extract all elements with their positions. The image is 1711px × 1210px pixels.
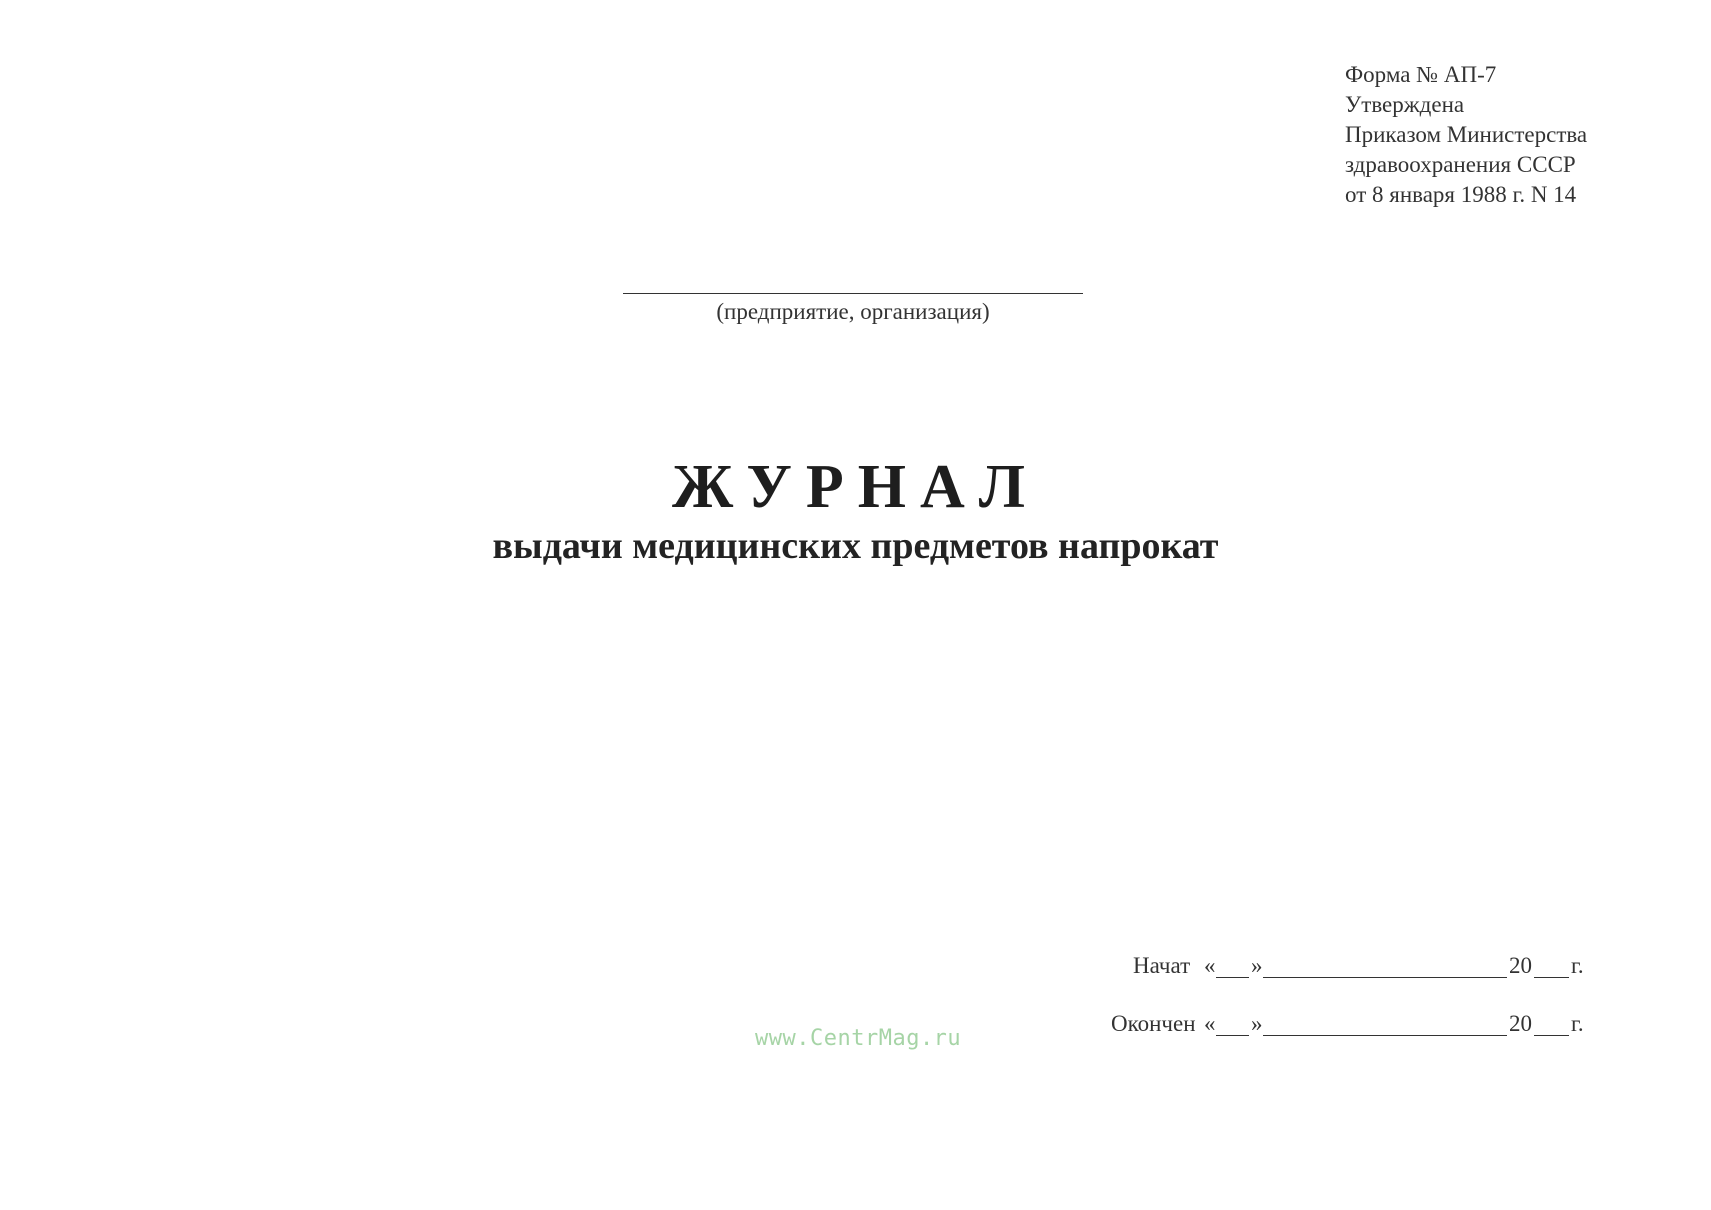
ended-month-blank <box>1263 1035 1507 1036</box>
approval-block <box>1345 60 1587 210</box>
started-month-blank <box>1263 977 1507 978</box>
started-year-suffix: г. <box>1571 953 1584 978</box>
ended-label: Окончен <box>1111 1011 1196 1036</box>
started-open-quote: « <box>1204 953 1216 978</box>
organization-blank-line <box>623 293 1083 294</box>
started-year-blank <box>1534 977 1569 978</box>
ended-date-row <box>1000 1011 1590 1041</box>
organization-caption: (предприятие, организация) <box>716 299 990 324</box>
started-year-prefix: 20 <box>1509 953 1532 978</box>
approval-date: от 8 января 1988 г. N 14 <box>1345 182 1577 207</box>
started-date-row <box>1000 953 1590 983</box>
ended-day-blank <box>1216 1035 1249 1036</box>
ended-open-quote: « <box>1204 1011 1216 1036</box>
journal-title-text: ЖУРНАЛ <box>672 453 1039 521</box>
ended-year-prefix: 20 <box>1509 1011 1532 1036</box>
ended-close-quote: » <box>1251 1011 1263 1036</box>
started-close-quote: » <box>1251 953 1263 978</box>
approval-order: Приказом Министерства <box>1345 122 1588 147</box>
approval-approved: Утверждена <box>1345 92 1465 117</box>
journal-title <box>0 452 1711 522</box>
started-label: Начат <box>1133 953 1191 978</box>
ended-year-blank <box>1534 1035 1569 1036</box>
ended-year-suffix: г. <box>1571 1011 1584 1036</box>
started-day-blank <box>1216 977 1249 978</box>
approval-form-number: Форма № АП-7 <box>1345 62 1497 87</box>
approval-ministry: здравоохранения СССР <box>1345 152 1576 177</box>
journal-subtitle: выдачи медицинских предметов напрокат <box>492 525 1219 567</box>
watermark-text: www.CentrMag.ru <box>755 1026 962 1051</box>
